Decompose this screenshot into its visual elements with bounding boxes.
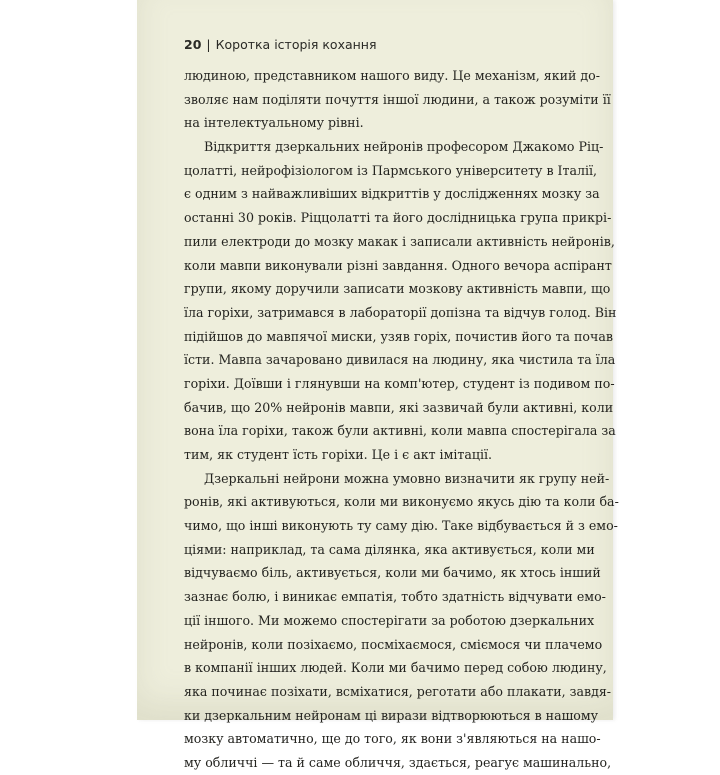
text-line: на інтелектуальному рівні. xyxy=(184,115,364,131)
text-line: зволяє нам поділяти почуття іншої людини, а також розуміти її xyxy=(184,91,611,107)
text-line: ки дзеркальним нейронам ці вирази відтворюються в нашому xyxy=(184,707,599,723)
header-separator: | xyxy=(206,37,211,52)
text-line: яка починає позіхати, всміхатися, реготати або плакати, завдя- xyxy=(184,683,612,699)
text-line: Відкриття дзеркальних нейронів професором Джакомо Ріц- xyxy=(204,139,604,155)
book-page xyxy=(137,0,619,770)
text-line: Дзеркальні нейрони можна умовно визначити як групу ней- xyxy=(204,470,610,486)
text-line: ції іншого. Ми можемо спостерігати за роботою дзеркальних xyxy=(184,612,595,628)
text-line: тим, як студент їсть горіхи. Це і є акт імітації. xyxy=(184,447,493,462)
text-line: цолатті, нейрофізіологом із Пармського університету в Італії, xyxy=(184,162,598,178)
text-line: останні 30 років. Ріццолатті та його дослідницька група прикрі- xyxy=(184,210,612,226)
book-title: Коротка історія кохання xyxy=(215,37,377,52)
text-line: зазнає болю, і виникає емпатія, тобто здатність відчувати емо- xyxy=(184,589,606,605)
text-line: коли мавпи виконували різні завдання. Одного вечора аспірант xyxy=(184,257,612,273)
text-line: чимо, що інші виконують ту саму дію. Таке відбувається й з емо- xyxy=(184,518,618,534)
text-line: в компанії інших людей. Коли ми бачимо перед собою людину, xyxy=(184,660,607,676)
text-line: му обличчі — та й саме обличчя, здається, реагує машинально, xyxy=(184,754,612,770)
text-line: мозку автоматично, ще до того, як вони з'являються на нашо- xyxy=(184,731,601,747)
text-line: горіхи. Доївши і глянувши на комп'ютер, студент із подивом по- xyxy=(184,375,615,391)
page-number: 20 xyxy=(184,37,202,52)
text-line: нейронів, коли позіхаємо, посміхаємося, сміємося чи плачемо xyxy=(184,636,603,652)
running-head xyxy=(184,37,377,52)
text-line: пили електроди до мозку макак і записали активність нейронів, xyxy=(184,233,615,249)
text-line: людиною, представником нашого виду. Це механізм, який до- xyxy=(184,68,600,83)
text-line: підійшов до мавпячої миски, узяв горіх, почистив його та почав xyxy=(184,328,613,344)
text-line: ціями: наприклад, та сама ділянка, яка активується, коли ми xyxy=(184,541,595,557)
text-line: їсти. Мавпа зачаровано дивилася на людину, яка чистила та їла xyxy=(184,352,616,368)
text-line: групи, якому доручили записати мозкову активність мавпи, що xyxy=(184,281,611,297)
text-line: вона їла горіхи, також були активні, коли мавпа спостерігала за xyxy=(184,423,616,439)
text-line: їла горіхи, затримався в лабораторії допізна та відчув голод. Він xyxy=(184,304,617,320)
body-text xyxy=(184,64,619,775)
text-line: ронів, які активуються, коли ми виконуємо якусь дію та коли ба- xyxy=(184,494,619,510)
text-line: є одним з найважливіших відкриттів у дослідженнях мозку за xyxy=(184,186,600,202)
text-line: відчуваємо біль, активується, коли ми бачимо, як хтось інший xyxy=(184,565,601,581)
text-line: бачив, що 20% нейронів мавпи, які зазвичай були активні, коли xyxy=(184,399,614,415)
